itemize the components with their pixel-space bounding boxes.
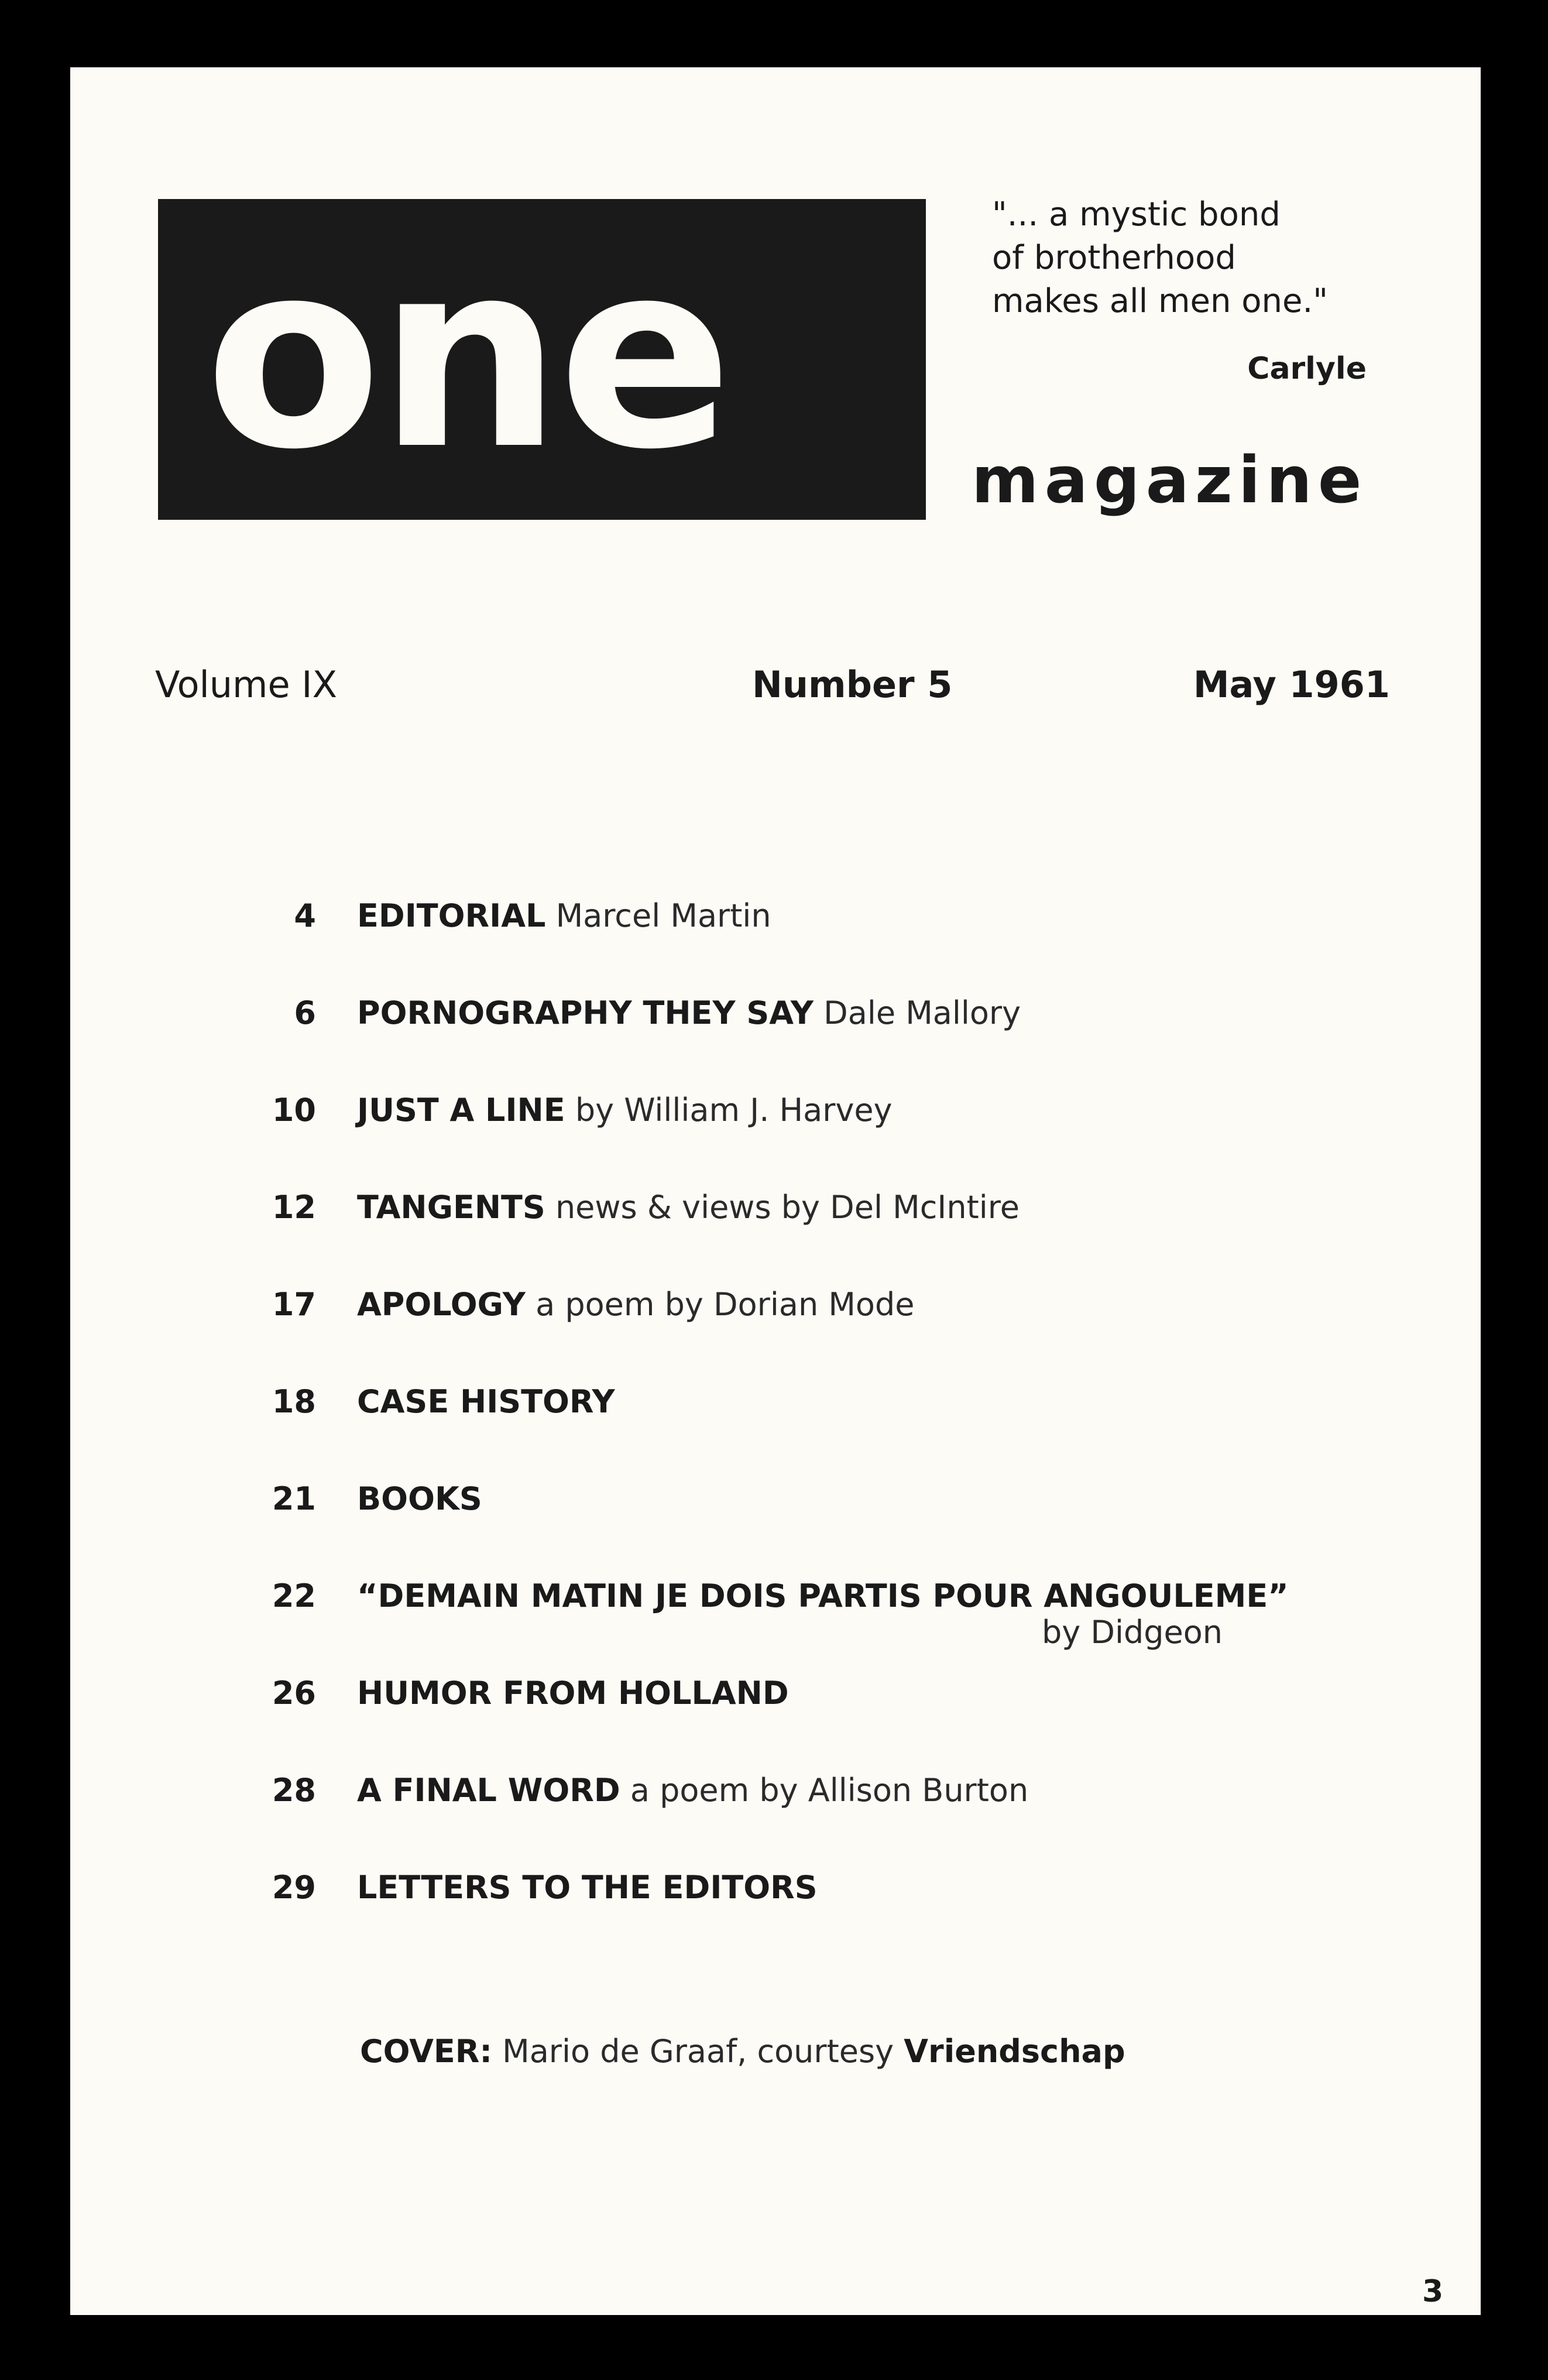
issue-volume: Volume IX [155, 663, 338, 706]
toc-entry [357, 990, 1021, 1037]
page-number: 3 [1422, 2274, 1444, 2309]
toc-title: APOLOGY [357, 1286, 526, 1323]
toc-page-number: 29 [272, 1869, 316, 1906]
quote-author: Carlyle [1247, 351, 1367, 386]
toc-title: JUST A LINE [357, 1092, 565, 1129]
toc-item[interactable] [258, 990, 1416, 1087]
cover-credit [360, 2028, 1125, 2075]
logo-wordmark: one [205, 206, 729, 506]
toc-entry [357, 1864, 818, 1911]
toc-title: A FINAL WORD [357, 1772, 620, 1809]
toc-page-number: 10 [272, 1092, 316, 1129]
quote-line-2: of brotherhood [992, 239, 1236, 277]
toc-title: EDITORIAL [357, 897, 546, 934]
toc-title: PORNOGRAPHY THEY SAY [357, 994, 814, 1031]
issue-number: Number 5 [752, 663, 953, 706]
toc-item[interactable] [258, 1767, 1416, 1864]
toc-page-number: 21 [272, 1480, 316, 1517]
toc-byline: a poem by Allison Burton [630, 1772, 1029, 1809]
toc-page-number: 22 [272, 1577, 316, 1614]
toc-title: CASE HISTORY [357, 1383, 615, 1420]
toc-entry [357, 1476, 482, 1522]
cover-credit-label: COVER: [360, 2033, 492, 2070]
toc-byline: a poem by Dorian Mode [536, 1286, 915, 1323]
quote-line-3: makes all men one." [992, 282, 1329, 320]
toc-page-number: 12 [272, 1189, 316, 1226]
logo-block [158, 199, 926, 520]
toc-item[interactable] [258, 893, 1416, 990]
toc-page-number: 18 [272, 1383, 316, 1420]
toc-entry [357, 893, 771, 939]
epigraph-quote [992, 193, 1367, 323]
toc-item[interactable] [258, 1670, 1416, 1767]
toc-entry [357, 1087, 893, 1134]
toc-item[interactable] [258, 1184, 1416, 1281]
toc-item[interactable] [258, 1573, 1416, 1670]
toc-page-number: 17 [272, 1286, 316, 1323]
toc-byline: Dale Mallory [823, 994, 1021, 1031]
toc-entry [357, 1281, 914, 1328]
toc-title: “DEMAIN MATIN JE DOIS PARTIS POUR ANGOULEME” [357, 1577, 1289, 1614]
toc-item[interactable] [258, 1281, 1416, 1378]
toc-page-number: 26 [272, 1675, 316, 1712]
magazine-page [70, 67, 1481, 2315]
toc-byline: news & views by Del McIntire [555, 1189, 1020, 1226]
toc-item[interactable] [258, 1476, 1416, 1573]
toc-item[interactable] [258, 1864, 1416, 1961]
toc-entry [357, 1767, 1028, 1814]
quote-line-1: "... a mystic bond [992, 196, 1281, 234]
table-of-contents [258, 893, 1416, 1961]
issue-info [155, 659, 1390, 711]
toc-page-number: 4 [294, 897, 316, 934]
toc-byline: Marcel Martin [555, 897, 771, 934]
toc-title: LETTERS TO THE EDITORS [357, 1869, 818, 1906]
cover-credit-text: Mario de Graaf, courtesy [502, 2033, 894, 2070]
issue-date: May 1961 [1193, 663, 1390, 706]
toc-entry [357, 1378, 615, 1425]
toc-page-number: 6 [294, 994, 316, 1031]
toc-entry [357, 1670, 789, 1717]
magazine-subtitle: magazine [972, 443, 1368, 517]
toc-title: TANGENTS [357, 1189, 545, 1226]
toc-page-number: 28 [272, 1772, 316, 1809]
toc-item[interactable] [258, 1378, 1416, 1476]
toc-title: BOOKS [357, 1480, 482, 1517]
toc-item[interactable] [258, 1087, 1416, 1184]
toc-byline: by Didgeon [1042, 1614, 1223, 1651]
cover-credit-source: Vriendschap [904, 2033, 1125, 2070]
toc-title: HUMOR FROM HOLLAND [357, 1675, 789, 1712]
toc-byline: by William J. Harvey [575, 1092, 893, 1129]
toc-entry [357, 1184, 1020, 1231]
